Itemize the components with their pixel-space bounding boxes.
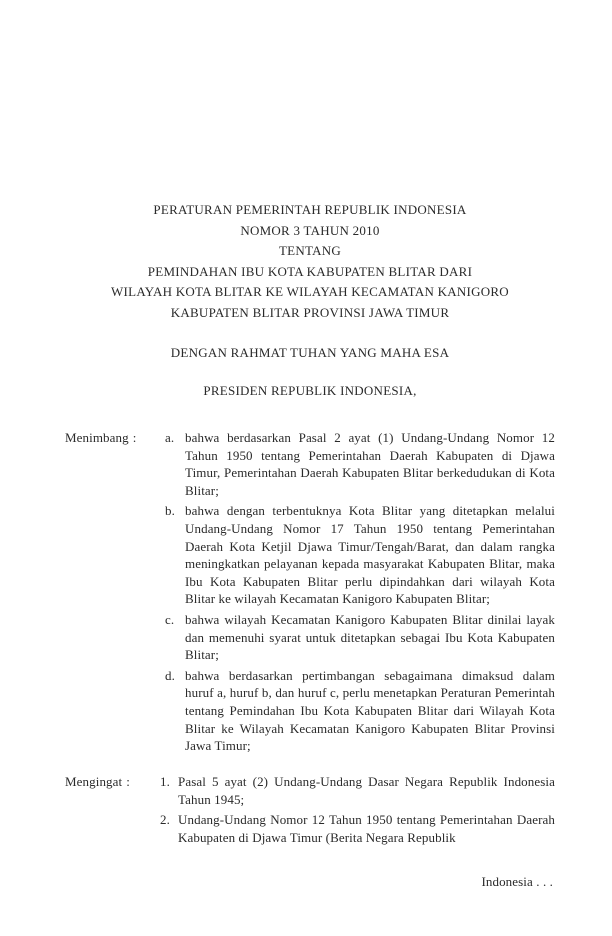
considering-label-text: Menimbang (65, 430, 129, 445)
page-catchword: Indonesia . . . (481, 874, 553, 889)
clause-marker: c. (165, 611, 175, 627)
recalling-section (65, 773, 555, 846)
considering-item-a (165, 429, 555, 499)
clause-marker: a. (165, 430, 175, 445)
title-line: PERATURAN PEMERINTAH REPUBLIK INDONESIA (153, 202, 467, 217)
considering-label-colon: : (132, 430, 137, 445)
recalling-label-text: Mengingat (65, 774, 123, 789)
clause-text: Undang-Undang Nomor 12 Tahun 1950 tentang Pemerintahan Daerah Kabupaten di Djawa Timur (Berita Negara Republik (178, 812, 555, 845)
clause-marker: 1. (160, 774, 170, 789)
considering-item-b (165, 502, 555, 608)
clause-marker: d. (165, 667, 175, 683)
recalling-item-1 (160, 773, 555, 808)
title-line: PEMINDAHAN IBU KOTA KABUPATEN BLITAR DARI (147, 263, 473, 279)
considering-label (65, 429, 165, 447)
considering-items (165, 429, 555, 755)
clause-marker: b. (165, 503, 175, 519)
clause-text: bahwa berdasarkan Pasal 2 ayat (1) Undang-Undang Nomor 12 Tahun 1950 tentang Pemerintahan Daerah Kabupaten di Djawa Timur, Pemerintahan Daerah Kabupaten Blitar berkedudukan di Kota Blitar; (185, 430, 555, 498)
invocation-line: DENGAN RAHMAT TUHAN YANG MAHA ESA (170, 345, 450, 360)
title-line: NOMOR 3 TAHUN 2010 (240, 222, 380, 238)
issuer-line: PRESIDEN REPUBLIK INDONESIA, (203, 383, 417, 398)
considering-item-c (165, 611, 555, 664)
clause-text: bahwa wilayah Kecamatan Kanigoro Kabupaten Blitar dinilai layak dan memenuhi syarat untuk ditetapkan sebagai Ibu Kota Kabupaten Blitar; (185, 611, 555, 663)
clause-marker: 2. (160, 812, 170, 828)
title-line: TENTANG (278, 243, 342, 259)
considering-section (65, 429, 555, 755)
clause-text: bahwa berdasarkan pertimbangan sebagaimana dimaksud dalam huruf a, huruf b, dan huruf c, perlu menetapkan Peraturan Pemerintah tentang Pemindahan Ibu Kota Kabupaten Blitar dari Wilayah Kota Blitar ke Wilayah Kecamatan Kanigoro Kabupaten Blitar Provinsi Jawa Timur; (185, 667, 555, 754)
title-line: KABUPATEN BLITAR PROVINSI JAWA TIMUR (170, 304, 450, 320)
recalling-items (160, 773, 555, 846)
recalling-item-2 (160, 811, 555, 846)
recalling-label-colon: : (126, 774, 130, 789)
clause-text: Pasal 5 ayat (2) Undang-Undang Dasar Negara Republik Indonesia Tahun 1945; (178, 774, 555, 807)
considering-item-d (165, 667, 555, 755)
title-line: WILAYAH KOTA BLITAR KE WILAYAH KECAMATAN KANIGORO (111, 284, 509, 300)
clause-text: bahwa dengan terbentuknya Kota Blitar yang ditetapkan melalui Undang-Undang Nomor 17 Tahun 1950 tentang Pemerintahan Daerah Kota Ketjil Djawa Timur/Tengah/Barat, dan dalam rangka meningkatkan pelayanan kepada masyarakat Kabupaten Blitar, maka Ibu Kota Kabupaten Blitar perlu dipindahkan dari wilayah Kota Blitar ke wilayah Kecamatan Kanigoro Kabupaten Blitar; (185, 503, 555, 607)
recalling-label (65, 773, 160, 791)
document-title (65, 200, 555, 324)
